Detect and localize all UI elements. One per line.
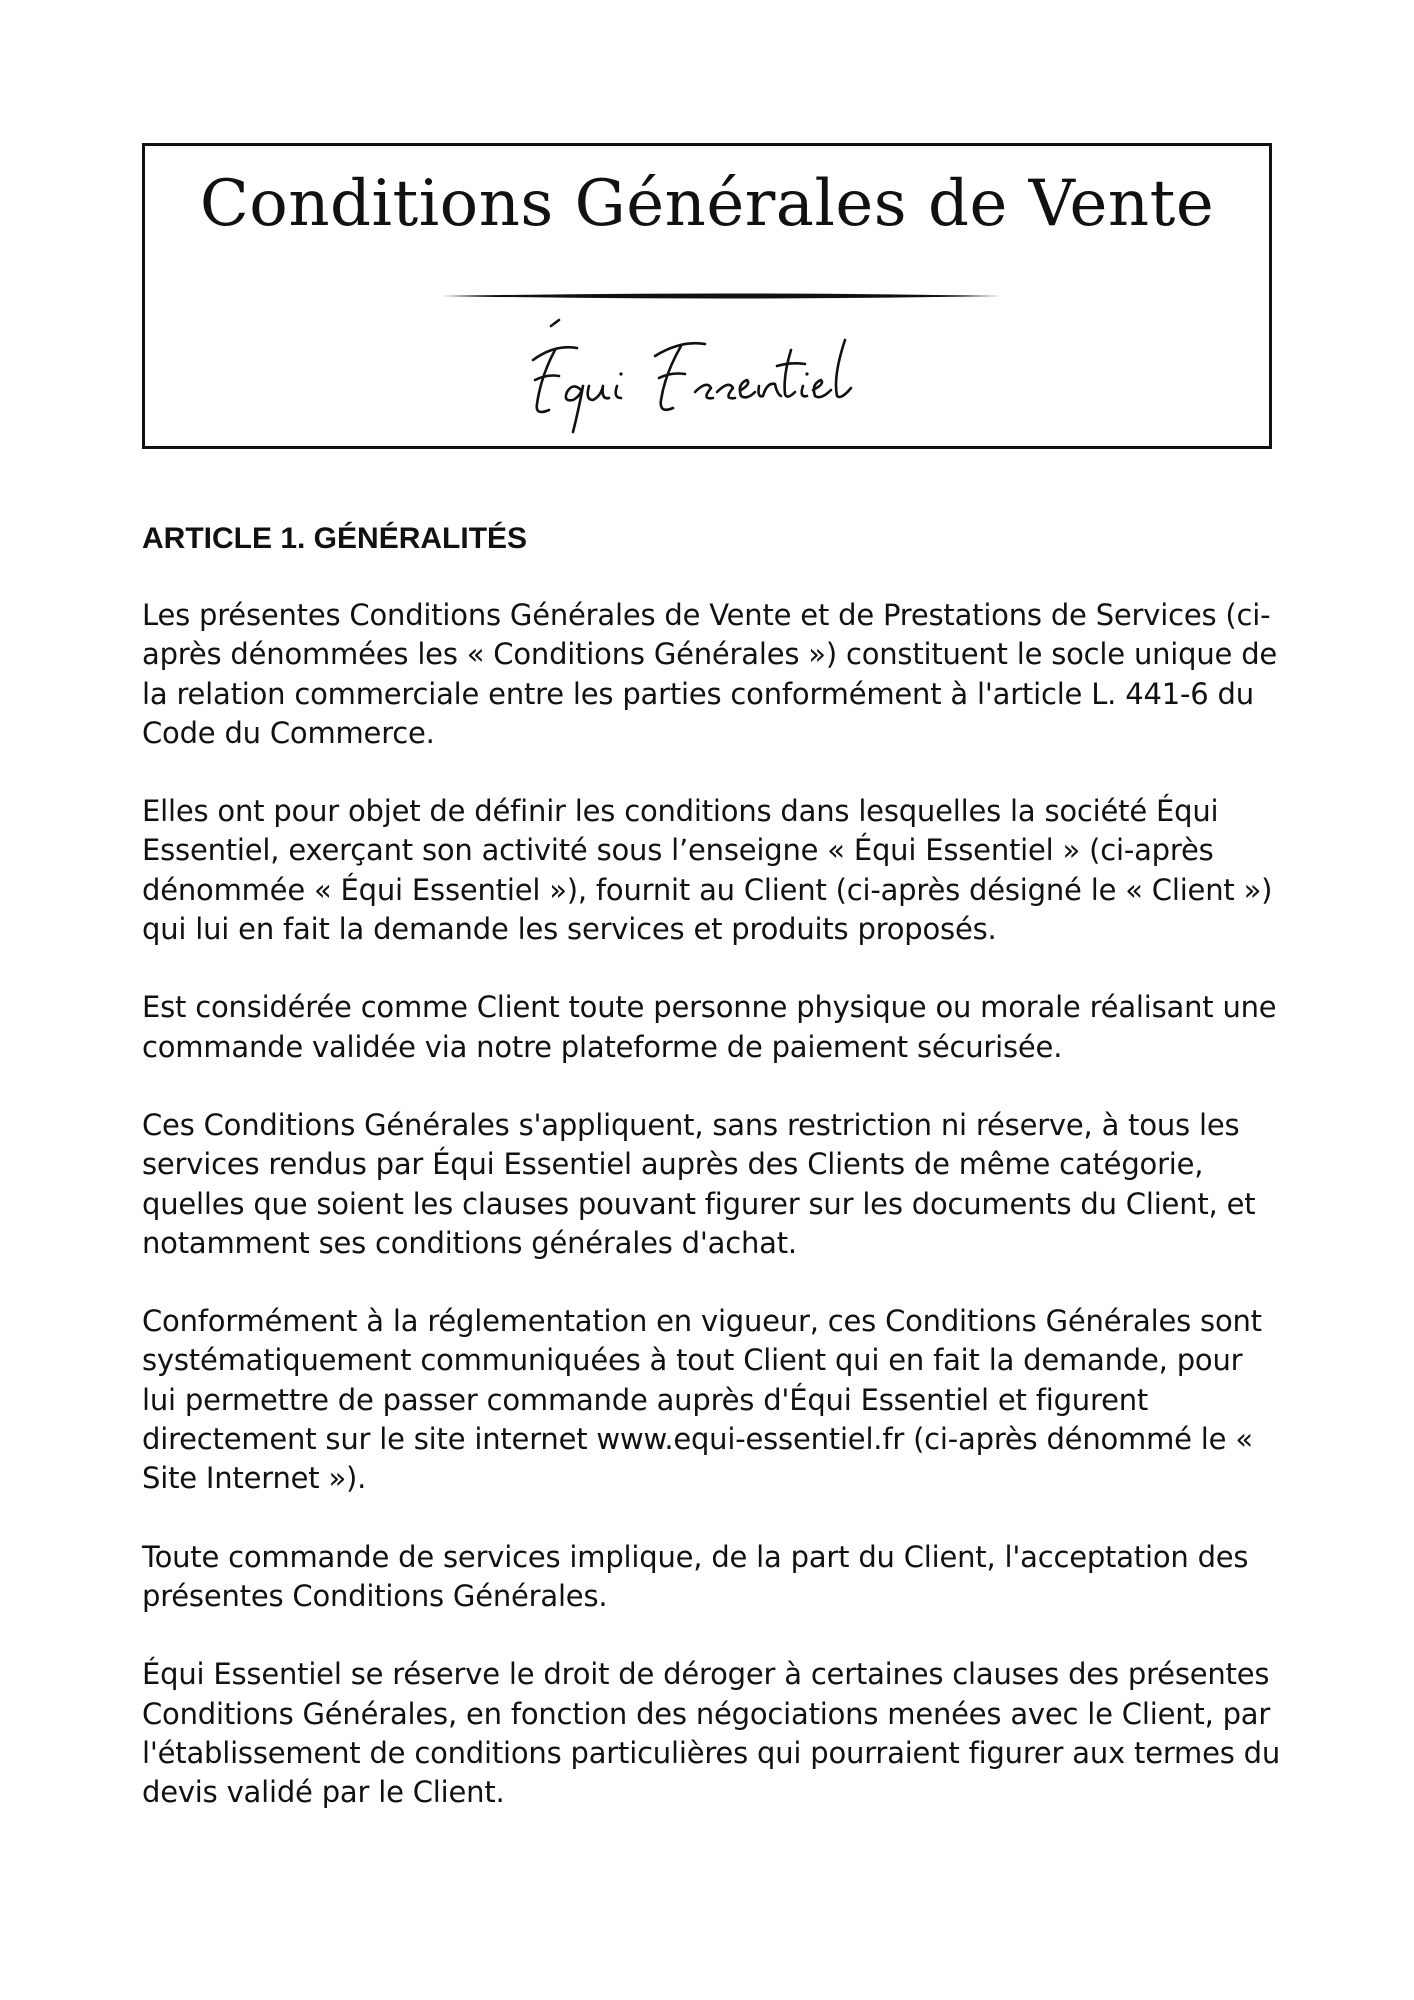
article-heading: ARTICLE 1. GÉNÉRALITÉS — [142, 522, 528, 555]
article-paragraph: Équi Essentiel se réserve le droit de déroger à certaines clauses des présentes Conditions Générales, en fonction des négociations menées avec le Client, par l'établissement de conditions particulières qui pourraient figurer aux termes du devis validé par le Client. — [142, 1657, 1281, 1810]
article-section — [142, 515, 1282, 1851]
article-paragraph: Ces Conditions Générales s'appliquent, sans restriction ni réserve, à tous les services rendus par Équi Essentiel auprès des Clients de même catégorie, quelles que soient les clauses pouvant figurer sur les documents du Client, et notamment ses conditions générales d'achat. — [142, 1107, 1256, 1260]
article-paragraph: Toute commande de services implique, de la part du Client, l'acceptation des présentes Conditions Générales. — [142, 1539, 1249, 1613]
document-title: Conditions Générales de Vente — [199, 167, 1215, 241]
brand-signature-logo — [515, 316, 895, 436]
title-divider — [441, 292, 1001, 300]
title-box — [142, 143, 1272, 449]
article-paragraph: Elles ont pour objet de définir les conditions dans lesquelles la société Équi Essentiel, exerçant son activité sous l’enseigne « Équi Essentiel » (ci-après dénommée « Équi Essentiel »), fournit au Client (ci-après désigné le « Client ») qui lui en fait la demande les services et produits proposés. — [142, 794, 1273, 947]
article-paragraph: Est considérée comme Client toute personne physique ou morale réalisant une commande validée via notre plateforme de paiement sécurisée. — [142, 990, 1277, 1064]
article-paragraph: Les présentes Conditions Générales de Vente et de Prestations de Services (ci-après dénommées les « Conditions Générales ») constituent le socle unique de la relation commerciale entre les parties conformément à l'article L. 441-6 du Code du Commerce. — [142, 598, 1278, 750]
article-paragraph: Conformément à la réglementation en vigueur, ces Conditions Générales sont systématiquement communiquées à tout Client qui en fait la demande, pour lui permettre de passer commande auprès d'Équi Essentiel et figurent directement sur le site internet www.equi-essentiel.fr (ci-après dénommé le « Site Internet »). — [142, 1304, 1262, 1496]
